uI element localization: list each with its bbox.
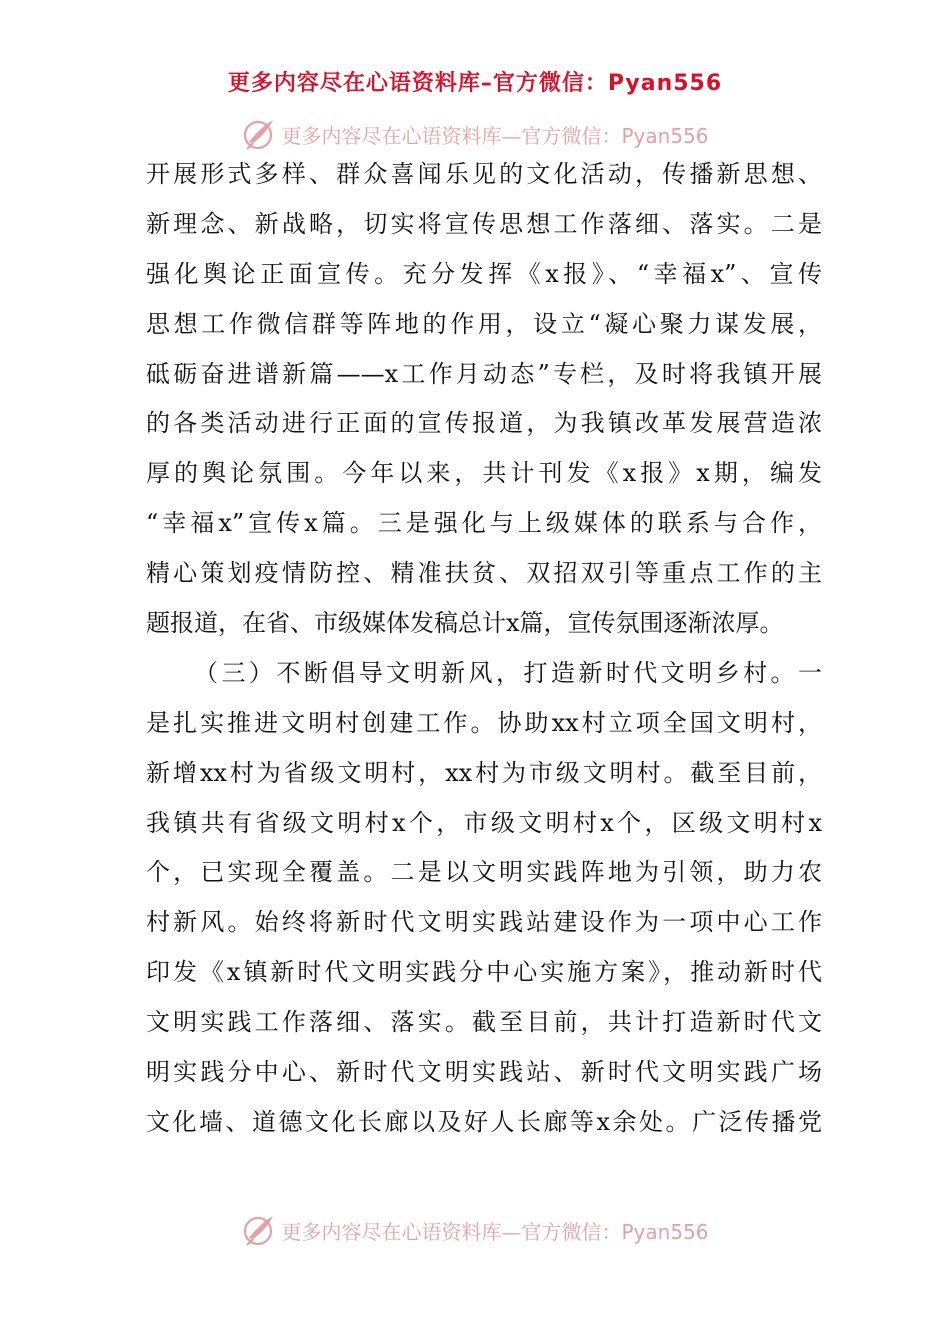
- text-line: 的各类活动进行正面的宣传报道，为我镇改革发展营造浓: [146, 409, 822, 438]
- pen-quill-logo-icon: [241, 116, 277, 152]
- text-line: 印发《x镇新时代文明实践分中心实施方案》，推动新时代: [146, 958, 822, 987]
- text-line: 个，已实现全覆盖。二是以文明实践阵地为引领，助力农: [146, 858, 822, 887]
- text-line: 砥砺奋进谱新篇——x工作月动态”专栏，及时将我镇开展: [146, 359, 822, 388]
- header-wechat-label: 官方微信：: [492, 71, 608, 96]
- text-line: 思想工作微信群等阵地的作用，设立“凝心聚力谋发展，: [146, 309, 822, 338]
- text-line: 新理念、新战略，切实将宣传思想工作落细、落实。二是: [146, 209, 822, 238]
- text-line: 开展形式多样、群众喜闻乐见的文化活动，传播新思想、: [146, 160, 822, 188]
- text-line: 题报道，在省、市级媒体发稿总计x篇，宣传氛围逐渐浓厚。: [146, 609, 784, 638]
- watermark-bottom: [0, 1212, 950, 1248]
- header-banner: [0, 66, 950, 97]
- text-line: 精心策划疫情防控、精准扶贫、双招双引等重点工作的主: [146, 559, 822, 588]
- text-line: 明实践分中心、新时代文明实践站、新时代文明实践广场: [146, 1058, 822, 1087]
- text-line: 村新风。始终将新时代文明实践站建设作为一项中心工作: [146, 908, 822, 937]
- section-heading-line: （三）不断倡导文明新风，打造新时代文明乡村。一: [194, 658, 822, 687]
- text-line: 我镇共有省级文明村x个，市级文明村x个，区级文明村x: [146, 808, 822, 837]
- text-line: 强化舆论正面宣传。充分发挥《x报》、“幸福x”、宣传: [146, 259, 822, 288]
- watermark-text: 更多内容尽在心语资料库—官方微信：Pyan556: [281, 1219, 709, 1244]
- text-line: “幸福x”宣传x篇。三是强化与上级媒体的联系与合作，: [146, 509, 822, 538]
- watermark-text: 更多内容尽在心语资料库—官方微信：Pyan556: [281, 123, 709, 148]
- watermark-top: [0, 116, 950, 152]
- header-title: 更多内容尽在心语资料库: [227, 71, 481, 96]
- text-line: 文明实践工作落细、落实。截至目前，共计打造新时代文: [146, 1008, 822, 1037]
- text-line: 文化墙、道德文化长廊以及好人长廊等x余处。广泛传播党: [146, 1107, 822, 1136]
- pen-quill-logo-icon: [241, 1212, 277, 1248]
- header-wechat-id: Pyan556: [607, 71, 723, 96]
- document-body: [146, 150, 822, 1148]
- text-line: 新增xx村为省级文明村，xx村为市级文明村。截至目前，: [146, 758, 822, 787]
- header-separator: –: [480, 71, 493, 96]
- text-line: 厚的舆论氛围。今年以来，共计刊发《x报》x期，编发: [146, 459, 822, 488]
- text-line: 是扎实推进文明村创建工作。协助xx村立项全国文明村，: [146, 708, 822, 737]
